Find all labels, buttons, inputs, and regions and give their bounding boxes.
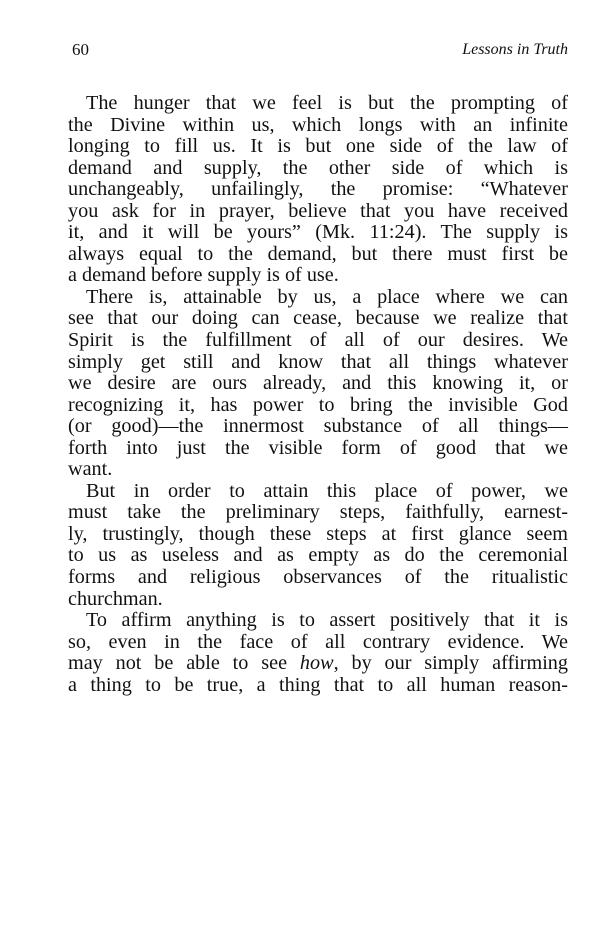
paragraph-2 xyxy=(68,287,568,481)
text-line: you ask for in prayer, believe that you have received xyxy=(68,199,568,222)
text-line: recognizing it, has power to bring the invisible God xyxy=(68,393,568,416)
paragraph-1 xyxy=(68,93,568,287)
paragraph-3 xyxy=(68,481,568,610)
text-line: always equal to the demand, but there must first be xyxy=(68,242,568,265)
text-line: But in order to attain this place of power, we xyxy=(86,479,568,502)
text-line: the Divine within us, which longs with an infinite xyxy=(68,113,568,136)
paragraph-4 xyxy=(68,610,568,696)
text-line: forth into just the visible form of good that we xyxy=(68,436,568,459)
text-line: churchman. xyxy=(68,587,163,610)
page-number: 60 xyxy=(72,40,89,59)
text-line: a demand before supply is of use. xyxy=(68,264,339,287)
text-line: ly, trustingly, though these steps at first glance seem xyxy=(68,522,568,545)
text-line: must take the preliminary steps, faithfully, earnest- xyxy=(68,501,568,524)
text-line: it, and it will be yours” (Mk. 11:24). The supply is xyxy=(68,221,568,244)
text-line: To affirm anything is to assert positively that it is xyxy=(86,609,568,632)
text-line: longing to fill us. It is but one side of the law of xyxy=(68,135,568,158)
text-line: to us as useless and as empty as do the ceremonial xyxy=(68,544,568,567)
text-line: Spirit is the fulfillment of all of our desires. We xyxy=(68,329,568,352)
text-line: demand and supply, the other side of which is xyxy=(68,156,568,179)
text-fragment: , by our simply affirming xyxy=(333,652,568,675)
text-line-with-emphasis xyxy=(68,653,568,675)
text-line: so, even in the face of all contrary evidence. We xyxy=(68,630,568,653)
text-line: simply get still and know that all things whatever xyxy=(68,350,568,373)
text-line: (or good)—the innermost substance of all things— xyxy=(68,415,568,438)
text-line: forms and religious observances of the ritualistic xyxy=(68,566,568,589)
text-line: unchangeably, unfailingly, the promise: “Whatever xyxy=(68,178,568,201)
text-line: a thing to be true, a thing that to all human reason- xyxy=(68,673,568,696)
running-title: Lessons in Truth xyxy=(462,41,568,58)
text-line: see that our doing can cease, because we realize that xyxy=(68,307,568,330)
page-header xyxy=(72,40,568,66)
text-line: we desire are ours already, and this knowing it, or xyxy=(68,372,568,395)
text-line: want. xyxy=(68,458,113,481)
body-text xyxy=(68,93,568,696)
emphasized-word: how xyxy=(299,652,334,675)
text-line: The hunger that we feel is but the prompting of xyxy=(86,92,568,114)
text-line: There is, attainable by us, a place where we can xyxy=(86,285,568,308)
text-fragment: may not be able to see xyxy=(68,652,288,675)
